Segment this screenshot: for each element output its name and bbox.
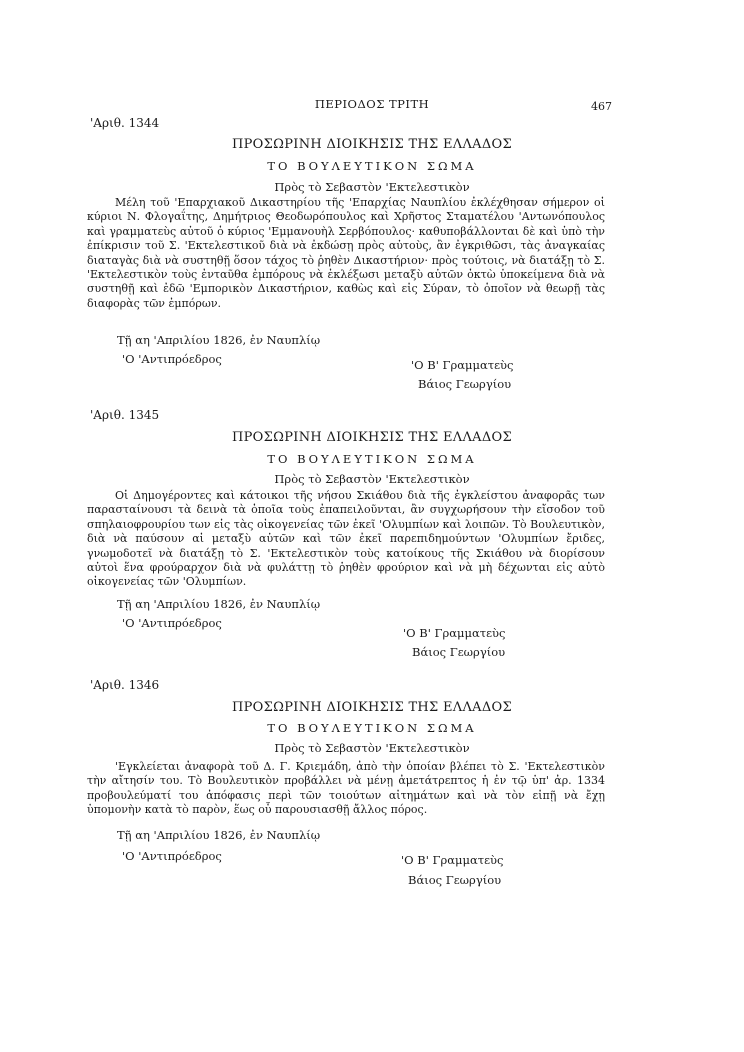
document-title: ΠΡΟΣΩΡΙΝΗ ΔΙΟΙΚΗΣΙΣ ΤΗΣ ΕΛΛΑΔΟΣ xyxy=(232,137,512,152)
date-place: Τῇ αη 'Απριλίου 1826, ἐν Ναυπλίῳ xyxy=(117,333,321,347)
document-number: 'Αριθ. 1344 xyxy=(90,116,160,130)
date-place: Τῇ αη 'Απριλίου 1826, ἐν Ναυπλίῳ xyxy=(117,828,321,842)
document-addressee: Πρὸς τὸ Σεβαστὸν 'Εκτελεστικὸν xyxy=(274,741,470,755)
vice-president-signature: 'Ο 'Αντιπρόεδρος xyxy=(122,352,222,366)
vice-president-signature: 'Ο 'Αντιπρόεδρος xyxy=(122,849,222,863)
document-addressee: Πρὸς τὸ Σεβαστὸν 'Εκτελεστικὸν xyxy=(274,180,470,194)
secretary-name: Βάιος Γεωργίου xyxy=(418,377,512,391)
secretary-name: Βάιος Γεωργίου xyxy=(412,645,506,659)
document-body: 'Εγκλείεται ἀναφορὰ τοῦ Δ. Γ. Κριεμάδη, ἀπὸ τὴν ὁποίαν βλέπει τὸ Σ. 'Εκτελεστικὸν τὴν αἴτησίν του. Τὸ Βουλευτικὸν προβάλλει νὰ μένῃ ἀμετάτρεπτος ἡ ἐν τῷ ὑπ' ἀρ. 1334 προβουλεύματί του ἀπόφασις περὶ τῶν τοιούτων αἰτημάτων καὶ νὰ τὸν εἰπῇ νὰ ἔχῃ ὑπομονὴν κατὰ τὸ παρὸν, ἕως οὗ παρουσιασθῇ ἄλλος πόρος. xyxy=(87,760,605,817)
date-place: Τῇ αη 'Απριλίου 1826, ἐν Ναυπλίῳ xyxy=(117,597,321,611)
document-title: ΠΡΟΣΩΡΙΝΗ ΔΙΟΙΚΗΣΙΣ ΤΗΣ ΕΛΛΑΔΟΣ xyxy=(232,430,512,445)
vice-president-signature: 'Ο 'Αντιπρόεδρος xyxy=(122,616,222,630)
document-body: Μέλη τοῦ 'Επαρχιακοῦ Δικαστηρίου τῆς 'Επαρχίας Ναυπλίου ἐκλέχθησαν σήμερον οἱ κύριοι Ν. Φλογαΐτης, Δημήτριος Θεοδωρόπουλος καὶ Χρῆστος Σταματέλου 'Αντωνόπουλος καὶ γραμματεὺς αὐτοῦ ὁ κύριος 'Εμμανουὴλ Σερβόπουλος· καθυποβάλλονται δὲ καὶ ὑπὸ τὴν ἐπίκρισιν τοῦ Σ. 'Εκτελεστικοῦ διὰ νὰ ἐκδώσῃ πρὸς αὐτοὺς, ἂν ἐγκριθῶσι, τὰς ἀναγκαίας διαταγὰς διὰ νὰ συστηθῇ ὅσον τάχος τὸ ῥηθὲν Δικαστήριον· πρὸς τούτοις, νὰ διατάξῃ τὸ Σ. 'Εκτελεστικὸν τοὺς ἐνταῦθα ἐμπόρους νὰ ἐκλέξωσι μεταξὺ αὐτῶν ὀκτὼ ὑποκείμενα διὰ νὰ συστηθῇ καὶ ἐδῶ 'Εμπορικὸν Δικαστήριον, καθὼς καὶ εἰς Σύραν, τὸ ὁποῖον νὰ θεωρῇ τὰς διαφορὰς τῶν ἐμπόρων. xyxy=(87,196,605,310)
document-subtitle: ΤΟ ΒΟΥΛΕΥΤΙΚΟΝ ΣΩΜΑ xyxy=(267,721,477,735)
document-title: ΠΡΟΣΩΡΙΝΗ ΔΙΟΙΚΗΣΙΣ ΤΗΣ ΕΛΛΑΔΟΣ xyxy=(232,700,512,715)
document-number: 'Αριθ. 1346 xyxy=(90,678,160,692)
secretary-title: 'Ο Β' Γραμματεὺς xyxy=(401,853,504,867)
secretary-title: 'Ο Β' Γραμματεὺς xyxy=(403,626,506,640)
document-number: 'Αριθ. 1345 xyxy=(90,408,160,422)
secretary-title: 'Ο Β' Γραμματεὺς xyxy=(411,358,514,372)
page-number: 467 xyxy=(591,100,612,113)
document-subtitle: ΤΟ ΒΟΥΛΕΥΤΙΚΟΝ ΣΩΜΑ xyxy=(267,159,477,173)
running-title: ΠΕΡΙΟΔΟΣ ΤΡΙΤΗ xyxy=(314,97,430,111)
document-body: Οἱ Δημογέροντες καὶ κάτοικοι τῆς νήσου Σκιάθου διὰ τῆς ἐγκλείστου ἀναφορᾶς των παρασταίνουσι τὰ δεινὰ τὰ ὁποῖα τοὺς ἐπαπειλοῦνται, ἂν συγχωρήσουν τὴν εἴσοδον τοῦ σπηλαιοφρουρίου των εἰς τὰς οἰκογενείας τῶν ἐκεῖ 'Ολυμπίων καὶ λοιπῶν. Τὸ Βουλευτικὸν, διὰ νὰ παύσουν αἱ μεταξὺ αὐτῶν καὶ τῶν ἐκεῖ παρεπιδημούντων 'Ολυμπίων ἔριδες, γνωμοδοτεῖ νὰ διατάξῃ τὸ Σ. 'Εκτελεστικὸν τοὺς κατοίκους τῆς Σκιάθου νὰ διορίσουν αὐτοὶ ἕνα φρούραρχον διὰ νὰ φυλάττῃ τὸ ῥηθὲν φρούριον καὶ νὰ μὴ δέχωνται εἰς αὐτὸ οἰκογενείας τῶν 'Ολυμπίων. xyxy=(87,489,605,589)
document-addressee: Πρὸς τὸ Σεβαστὸν 'Εκτελεστικὸν xyxy=(274,472,470,486)
document-subtitle: ΤΟ ΒΟΥΛΕΥΤΙΚΟΝ ΣΩΜΑ xyxy=(267,452,477,466)
secretary-name: Βάιος Γεωργίου xyxy=(408,873,502,887)
